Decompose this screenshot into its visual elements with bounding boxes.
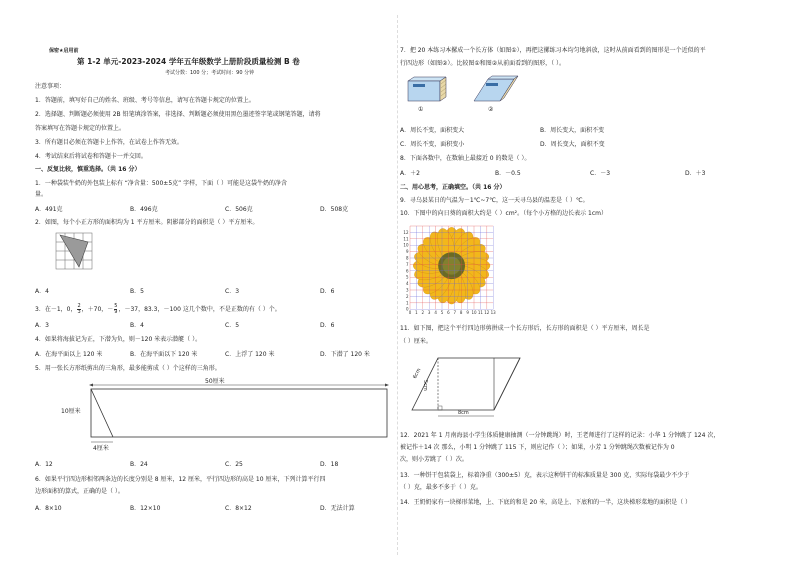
- section1-head: 一、反复比较，慎重选择。（共 16 分）: [35, 166, 141, 173]
- grid-x-tick: 11: [477, 310, 483, 316]
- q4-option-c: C．上浮了 120 米: [225, 351, 275, 358]
- q11-label-5cm: 5cm: [422, 380, 428, 391]
- q6-option-c: C．8×12: [225, 505, 252, 512]
- q7-option-b: B．周长变大，面积不变: [540, 127, 605, 134]
- q3-post: ，－37，83.3，－100 这几个数中，不是正数的有（ ）个。: [118, 306, 281, 313]
- q3-option-b: B．4: [130, 322, 144, 329]
- grid-y-tick: 1: [405, 300, 409, 306]
- note-item: 1．答题前，填写好自己的姓名、班级、考号等信息，请写在答题卡规定的位置上。: [35, 97, 255, 104]
- grid-x-tick: 6: [447, 310, 450, 316]
- q5-label-left: 10厘米: [61, 408, 81, 415]
- q14-line: 14．王奶奶家有一块梯形菜地，上、下底的和是 20 米，高是上、下底和的一半，这块梯形菜地的面积是（ ）: [400, 499, 691, 506]
- q2-line1: 2．如图，每个小正方形的面积均为 1 平方厘米。阴影部分的面积是（ ）平方厘米。: [35, 219, 259, 226]
- grid-y-tick: 9: [405, 249, 409, 255]
- q3-fraction-2: $\frac{5}{9}$: [114, 303, 118, 315]
- page-title: 第 1-2 单元-2023-2024 学年五年级数学上册阶段质量检测 B 卷: [77, 57, 300, 66]
- q5-option-b: B．24: [130, 461, 148, 468]
- grid-x-tick: 7: [453, 310, 457, 316]
- grid-y-tick: 5: [405, 274, 409, 280]
- note-item: 2．选择题、判断题必须使用 2B 铅笔填涂答案，非选择、判断题必须使用黑色墨迹签字笔或钢笔答题，请将: [35, 111, 321, 118]
- grid-y-tick: 4: [405, 281, 409, 287]
- q8-option-a: A．＋2: [400, 170, 420, 177]
- q4-option-b: B．在海平面以下 120 米: [130, 351, 198, 358]
- q3-option-d: D．6: [320, 322, 335, 329]
- q3-mid: ，＋70，－: [81, 306, 114, 313]
- q7-fig1-label: ①: [418, 106, 424, 113]
- exam-meta: 考试分数：100 分；考试时间：90 分钟: [165, 70, 255, 76]
- q2-option-d: D．6: [320, 288, 335, 295]
- grid-y-tick: 8: [405, 255, 409, 261]
- grid-x-tick: 12: [484, 310, 490, 316]
- grid-y-tick: 3: [405, 287, 409, 293]
- q12-line1: 12．2021 年 1 月南海县小学生体质健康抽测（一分钟跳绳）时，王老师进行了这样的记录：小华 1 分钟跳了 124 次，: [400, 432, 720, 439]
- grid-y-tick: 2: [405, 293, 409, 299]
- q6-line1: 6．如果平行四边形相邻两条边的长度分别是 8 厘米，12 厘米，平行四边形的高是 10 厘米，下列计算平行四: [35, 476, 326, 483]
- q12-line2: 被记作＋14 次 那么，小明 1 分钟跳了 115 下，则应记作（ ）；如果，小芳 1 分钟跳绳次数被记作为 0: [400, 444, 675, 451]
- grid-x-tick: 9: [466, 310, 469, 316]
- q6-option-d: D．无法计算: [320, 505, 355, 512]
- grid-x-tick: 2: [421, 310, 425, 316]
- q5-option-d: D．18: [320, 461, 339, 468]
- q10-grid-figure: [400, 222, 510, 320]
- q6-option-a: A．8×10: [35, 505, 62, 512]
- q3-pre: 3．在－1，0，: [35, 306, 77, 313]
- q10-line: 10．下图中的向日葵的面积大约是（ ）cm²。（每个小方格的边长表示 1cm）: [400, 210, 607, 217]
- q11-line1: 11．如下图，把这个平行四边形剪拼成一个长方形后，长方形的面积是（ ）平方厘米，周长是: [400, 325, 650, 332]
- note-item: 答案填写在答题卡规定的位置上。: [35, 125, 126, 132]
- q1-line2: 量。: [35, 191, 48, 198]
- q1-option-a: A．491克: [35, 206, 63, 213]
- q1-option-b: B．496克: [130, 206, 158, 213]
- grid-x-tick: 0: [408, 310, 412, 316]
- grid-x-tick: 10: [471, 310, 477, 316]
- q8-option-d: D．＋3: [685, 170, 706, 177]
- q13-line2: （ ）克，最多不多于（ ）克。: [400, 484, 482, 491]
- q6-line2: 边形面积的算式，正确的是（ ）。: [35, 488, 124, 495]
- q2-option-b: B．5: [130, 288, 144, 295]
- q7-option-a: A．周长不变，面积变大: [400, 127, 465, 134]
- grid-x-tick: 8: [459, 310, 463, 316]
- left-column: [35, 0, 410, 562]
- q11-label-8cm: 8cm: [458, 410, 469, 416]
- q7-fig2-label: ②: [488, 106, 494, 113]
- note-item: 4．考试结束后将试卷和答题卡一并交回。: [35, 153, 147, 160]
- notes-head: 注意事项：: [35, 83, 66, 90]
- grid-y-tick: 10: [403, 242, 409, 248]
- q1-option-c: C．506克: [225, 206, 253, 213]
- q8-option-b: B．－0.5: [495, 170, 521, 177]
- q7-option-c: C．周长不变，面积变小: [400, 141, 465, 148]
- q7-option-d: D．周长变大，面积不变: [540, 141, 605, 148]
- secret-label: 保密★启用前: [49, 48, 79, 54]
- q7-line2: 行四边形（如图②）。比较图①和图②从前面看到的图形，（ ）。: [400, 60, 566, 67]
- grid-x-tick: 13: [490, 310, 496, 316]
- q3-line: [35, 304, 281, 315]
- q4-option-a: A．在海平面以上 120 米: [35, 351, 103, 358]
- q5-label-bottom: 4厘米: [93, 445, 109, 452]
- q4-line1: 4．如果将海拔记为正，下潜为负，则－120 米表示潜艇（ ）。: [35, 336, 202, 343]
- grid-y-tick: 12: [403, 229, 409, 235]
- q6-option-b: B．12×10: [130, 505, 161, 512]
- q1-option-d: D．508克: [320, 206, 349, 213]
- q3-option-a: A．3: [35, 322, 49, 329]
- q8-line1: 8．下面各数中，在数轴上最接近 0 的数是（ ）。: [400, 155, 531, 162]
- q5-option-a: A．12: [35, 461, 53, 468]
- note-item: 3．所有题目必须在答题卡上作答，在试卷上作答无效。: [35, 139, 183, 146]
- grid-y-tick: 6: [405, 268, 409, 274]
- q5-line1: 5．用一张长方形纸剪出的三角形，最多能剪成（ ）个这样的三角形。: [35, 365, 221, 372]
- q2-option-c: C．3: [225, 288, 240, 295]
- grid-x-tick: 1: [415, 310, 418, 316]
- q8-option-c: C．－3: [590, 170, 611, 177]
- grid-y-tick: 11: [403, 236, 409, 242]
- grid-x-tick: 4: [434, 310, 437, 316]
- grid-y-tick: 0: [405, 306, 409, 312]
- grid-y-tick: 7: [405, 261, 409, 267]
- column-divider: [397, 15, 398, 555]
- q1-line1: 1．一种袋装牛奶的外包装上标有 “净含量：500±5克” 字样，下面（ ）可能是这袋牛奶的净含: [35, 180, 288, 187]
- section2-head: 二、用心思考，正确填空。（共 16 分）: [400, 184, 506, 191]
- q5-label-top: 50厘米: [205, 378, 225, 385]
- q5-rectangle-figure: [55, 376, 395, 456]
- q2-option-a: A．4: [35, 288, 49, 295]
- grid-x-tick: 5: [440, 310, 444, 316]
- q11-label-6cm: 6cm: [412, 367, 423, 380]
- q4-option-d: D．下潜了 120 米: [320, 351, 370, 358]
- q3-option-c: C．5: [225, 322, 240, 329]
- q9-line: 9．寻乌县某日的气温为－1℃~7℃，这一天寻乌县的温差是（ ）℃。: [400, 197, 589, 204]
- q2-grid-figure: [55, 232, 93, 270]
- q12-line3: 次，则小芳跳了（ ）次。: [400, 456, 468, 463]
- q3-fraction-1: $\frac{2}{3}$: [77, 303, 81, 315]
- grid-x-tick: 3: [427, 310, 431, 316]
- q5-option-c: C．25: [225, 461, 243, 468]
- q11-line2: （ ）厘米。: [400, 338, 432, 345]
- q7-line1: 7．把 20 本练习本摞成一个长方体（如图①），再把这摞练习本均匀地斜放，这时从前面看到的图形是一个近似的平: [400, 47, 706, 54]
- right-column: [400, 0, 775, 562]
- q13-line1: 13．一种饼干包装袋上，标着净重（300±5）克，表示这种饼干的标准质量是 300 克，实际每袋最少不少于: [400, 472, 690, 479]
